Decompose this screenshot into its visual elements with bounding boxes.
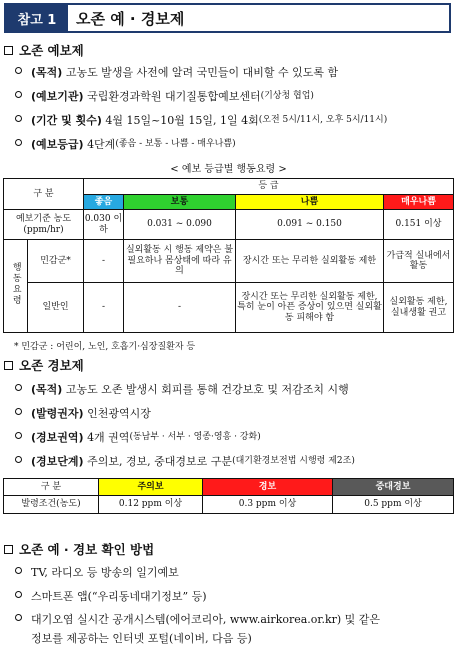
sensitive-good: - [84, 240, 124, 283]
forecast-item-period: (기간 및 횟수) 4월 15일~10월 15일, 1일 4회 (오전 5시/11시, 오후 5시/11시) [14, 112, 387, 128]
grade-normal: 보통 [124, 195, 236, 210]
circle-bullet-icon [15, 384, 22, 391]
grade-bad: 나쁨 [236, 195, 384, 210]
check-item-smartphone: 스마트폰 앱(“우리동네대기정보” 등) [14, 588, 207, 604]
forecast-item-grade: (예보등급) 4단계 (좋음 - 보통 - 나쁨 - 매우나쁨) [14, 136, 236, 152]
circle-bullet-icon [15, 139, 22, 146]
concentration-label: 예보기준 농도(ppm/hr) [4, 210, 84, 240]
forecast-item-agency: (예보기관) 국립환경과학원 대기질통합예보센터 (기상청 협업) [14, 88, 314, 104]
cond-advisory: 0.12 ppm 이상 [99, 496, 203, 514]
action-label: 행동요령 [4, 240, 28, 333]
square-bullet-icon [4, 545, 13, 554]
circle-bullet-icon [15, 432, 22, 439]
section-warning-title: 오존 경보제 [4, 356, 84, 374]
stage-warning: 경보 [203, 479, 333, 496]
warning-item-purpose: (목적) 고농도 오존 발생시 회피를 통해 건강보호 및 저감조치 시행 [14, 381, 349, 397]
grade-good: 좋음 [84, 195, 124, 210]
circle-bullet-icon [15, 567, 22, 574]
check-item-broadcast: TV, 라디오 등 방송의 일기예보 [14, 564, 179, 580]
conc-bad: 0.091 ~ 0.150 [236, 210, 384, 240]
sensitive-normal: 실외활동 시 행동 제약은 불필요하나 몸상태에 따라 유의 [124, 240, 236, 283]
section-check-title: 오존 예 · 경보 확인 방법 [4, 540, 154, 558]
check-item-realtime-system: 대기오염 실시간 공개시스템(에어코리아, www.airkorea.or.kr) 및 같은 [14, 611, 380, 627]
sensitive-very-bad: 가급적 실내에서 활동 [384, 240, 454, 283]
reference-badge: 참고 1 [6, 5, 68, 31]
circle-bullet-icon [15, 67, 22, 74]
sensitive-group-label: 민감군* [28, 240, 84, 283]
general-public-label: 일반인 [28, 283, 84, 333]
warning-item-zones: (경보권역) 4개 권역 (동남부 · 서부 · 영종·영흥 · 강화) [14, 429, 261, 445]
square-bullet-icon [4, 46, 13, 55]
forecast-item-purpose: (목적) 고농도 발생을 사전에 알려 국민들이 대비할 수 있도록 함 [14, 64, 338, 80]
circle-bullet-icon [15, 591, 22, 598]
check-item-portal: 정보를 제공하는 인터넷 포털(네이버, 다음 등) [31, 632, 252, 645]
cond-serious-warning: 0.5 ppm 이상 [333, 496, 454, 514]
condition-label: 발령조건(농도) [4, 496, 99, 514]
table-caption: < 예보 등급별 행동요령 > [170, 164, 287, 175]
sensitive-bad: 장시간 또는 무리한 실외활동 제한 [236, 240, 384, 283]
square-bullet-icon [4, 361, 13, 370]
warning-stage-table [3, 478, 454, 514]
grade-header: 등 급 [84, 179, 454, 195]
circle-bullet-icon [15, 614, 22, 621]
general-bad: 장시간 또는 무리한 실외활동 제한, 특히 눈이 아픈 증상이 있으면 실외활동 피해야 함 [236, 283, 384, 333]
circle-bullet-icon [15, 115, 22, 122]
stage-serious-warning: 중대경보 [333, 479, 454, 496]
stage-advisory: 주의보 [99, 479, 203, 496]
conc-normal: 0.031 ~ 0.090 [124, 210, 236, 240]
circle-bullet-icon [15, 91, 22, 98]
section-forecast-title: 오존 예보제 [4, 41, 84, 59]
conc-good: 0.030 이하 [84, 210, 124, 240]
warning-item-issuer: (발령권자) 인천광역시장 [14, 405, 151, 421]
page-header [4, 3, 451, 33]
general-good: - [84, 283, 124, 333]
warning-item-stages: (경보단계) 주의보, 경보, 중대경보로 구분 (대기환경보전법 시행령 제2조) [14, 453, 355, 469]
conc-very-bad: 0.151 이상 [384, 210, 454, 240]
page-title: 오존 예 · 경보제 [76, 9, 185, 28]
cond-warning: 0.3 ppm 이상 [203, 496, 333, 514]
circle-bullet-icon [15, 456, 22, 463]
forecast-grade-table [3, 178, 454, 333]
general-very-bad: 실외활동 제한, 실내생활 권고 [384, 283, 454, 333]
warning-division-header: 구 분 [4, 479, 99, 496]
circle-bullet-icon [15, 408, 22, 415]
general-normal: - [124, 283, 236, 333]
sensitive-group-note: * 민감군 : 어린이, 노인, 호흡기·심장질환자 등 [14, 342, 196, 352]
division-header: 구 분 [4, 179, 84, 210]
grade-very-bad: 매우나쁨 [384, 195, 454, 210]
